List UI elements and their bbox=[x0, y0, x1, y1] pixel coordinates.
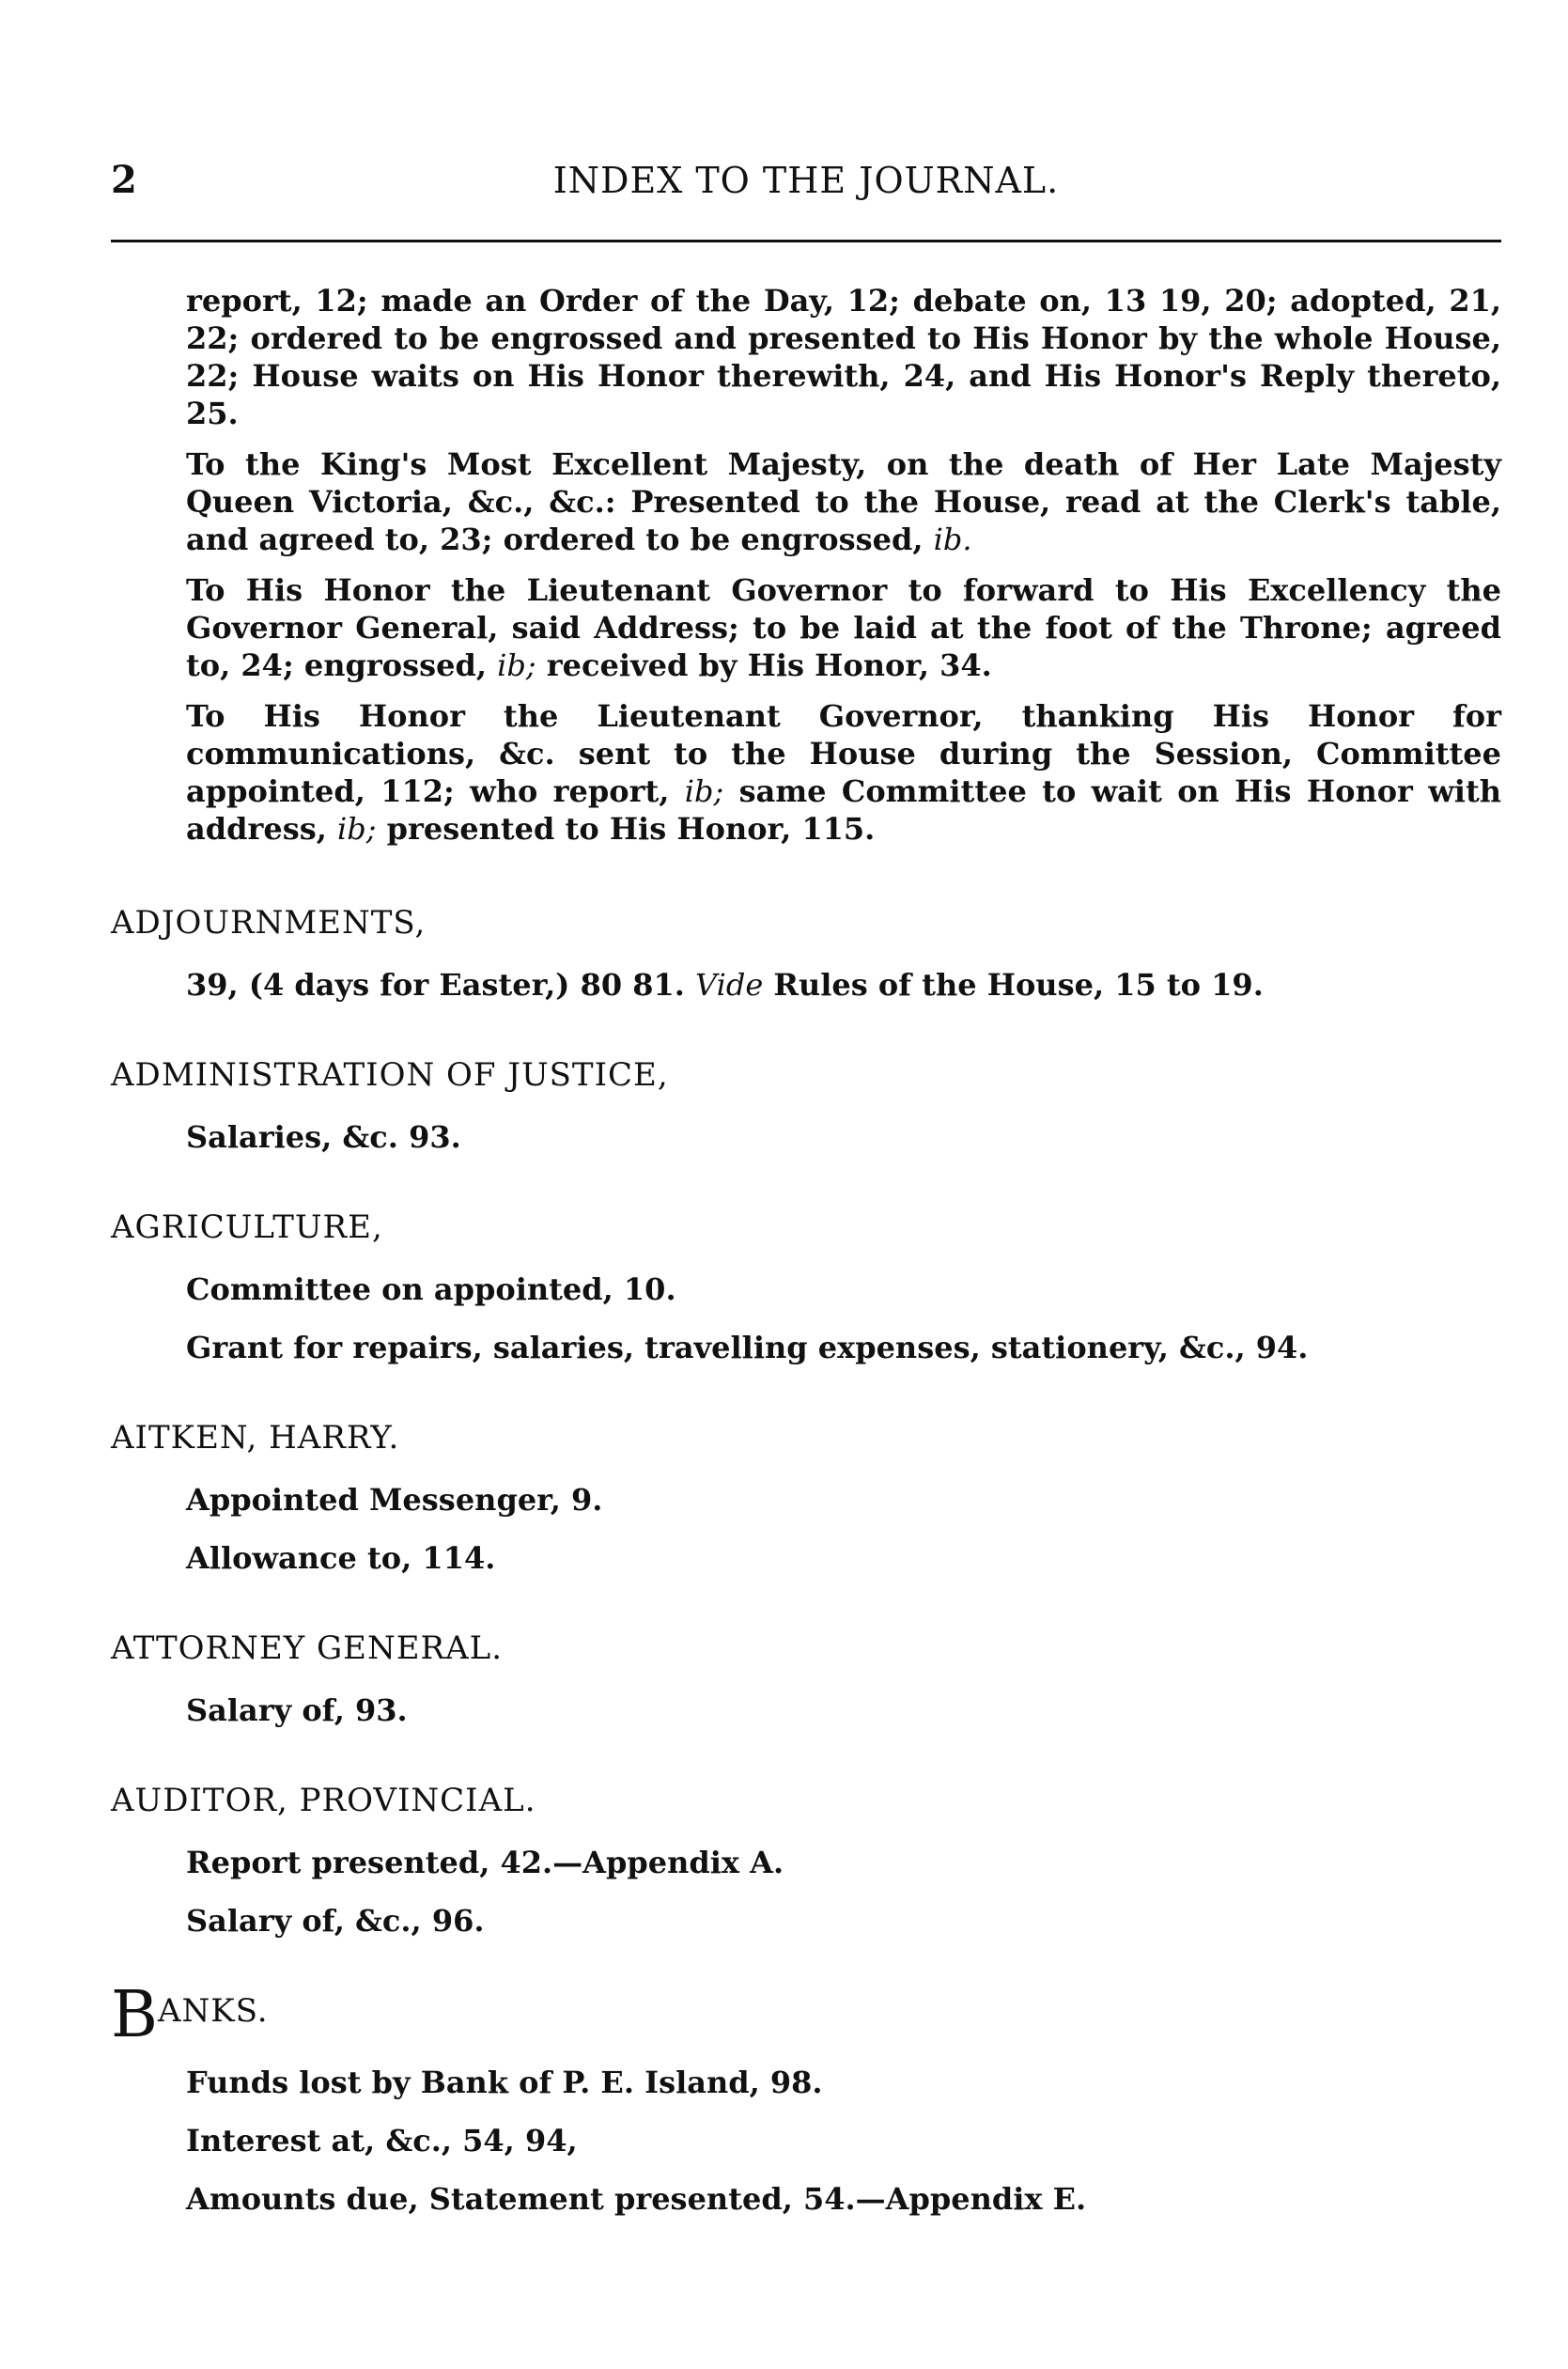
index-entry: Salary of, &c., 96. bbox=[186, 1903, 485, 1939]
index-entry: Grant for repairs, salaries, travelling expenses, stationery, &c., 94. bbox=[186, 1330, 1309, 1365]
page-header bbox=[111, 158, 1501, 214]
drop-initial: B bbox=[111, 1978, 158, 2052]
section-heading-adjournments: ADJOURNMENTS, bbox=[111, 904, 427, 942]
index-entry: Funds lost by Bank of P. E. Island, 98. bbox=[186, 2065, 823, 2100]
section-heading-attorney-general: ATTORNEY GENERAL. bbox=[111, 1629, 504, 1667]
ibid-reference: ib; bbox=[684, 773, 724, 809]
index-entry: Salaries, &c. 93. bbox=[186, 1119, 461, 1155]
paragraph-text: received by His Honor, 34. bbox=[536, 647, 992, 683]
index-paragraph bbox=[186, 445, 1501, 558]
section-heading-agriculture: AGRICULTURE, bbox=[111, 1208, 383, 1246]
heading-rest: ANKS. bbox=[157, 1992, 269, 2030]
index-entry: Interest at, &c., 54, 94, bbox=[186, 2123, 578, 2159]
section-heading-administration-of-justice: ADMINISTRATION OF JUSTICE, bbox=[111, 1056, 669, 1094]
paragraph-text: To His Honor the Lieutenant Governor, thanking His Honor for communications, &c. sent to the House during the Session, Committee appointed, 112; who report, bbox=[186, 698, 1501, 809]
index-entry: Salary of, 93. bbox=[186, 1692, 408, 1728]
vide-reference: Vide bbox=[695, 967, 764, 1003]
entry-text: 39, (4 days for Easter,) 80 81. bbox=[186, 967, 696, 1003]
index-entry: Report presented, 42.—Appendix A. bbox=[186, 1845, 784, 1880]
paragraph-text: same Committee to wait on His Honor with address, bbox=[186, 773, 1502, 847]
index-entry: Committee on appointed, 10. bbox=[186, 1271, 676, 1307]
index-entry: Appointed Messenger, 9. bbox=[186, 1482, 603, 1518]
page-number: 2 bbox=[111, 158, 137, 202]
entry-text: Rules of the House, 15 to 19. bbox=[763, 967, 1264, 1003]
header-rule bbox=[111, 240, 1501, 242]
paragraph-text: presented to His Honor, 115. bbox=[376, 811, 876, 847]
index-paragraph bbox=[186, 571, 1501, 684]
ibid-reference: ib. bbox=[933, 522, 972, 557]
paragraph-text: To the King's Most Excellent Majesty, on the death of Her Late Majesty Queen Victoria, &c., &c.: Presented to the House, read at the Clerk's table, and agreed to, 23; ordered to be engrossed, bbox=[186, 446, 1501, 557]
index-paragraph bbox=[186, 697, 1501, 848]
index-entry: Allowance to, 114. bbox=[186, 1540, 496, 1576]
running-title: INDEX TO THE JOURNAL. bbox=[552, 160, 1060, 201]
section-heading-auditor-provincial: AUDITOR, PROVINCIAL. bbox=[111, 1782, 536, 1819]
index-paragraph bbox=[186, 282, 1501, 432]
paragraph-text: report, 12; made an Order of the Day, 12; debate on, 13 19, 20; adopted, 21, 22; ordered to be engrossed and presented to His Honor by the whole House, 22; House waits on His Honor therewith, 24, and His Honor's Reply thereto, 25. bbox=[186, 283, 1501, 431]
paragraph-text: To His Honor the Lieutenant Governor to forward to His Excellency the Governor General, said Address; to be laid at the foot of the Throne; agreed to, 24; engrossed, bbox=[186, 572, 1501, 683]
section-heading-aitken-harry: AITKEN, HARRY. bbox=[111, 1419, 400, 1457]
section-heading-banks bbox=[111, 1978, 1501, 2052]
index-content bbox=[111, 282, 1501, 2218]
index-entry bbox=[186, 966, 1501, 1004]
index-entry: Amounts due, Statement presented, 54.—Appendix E. bbox=[186, 2181, 1087, 2217]
ibid-reference: ib; bbox=[337, 811, 377, 847]
ibid-reference: ib; bbox=[497, 647, 536, 683]
